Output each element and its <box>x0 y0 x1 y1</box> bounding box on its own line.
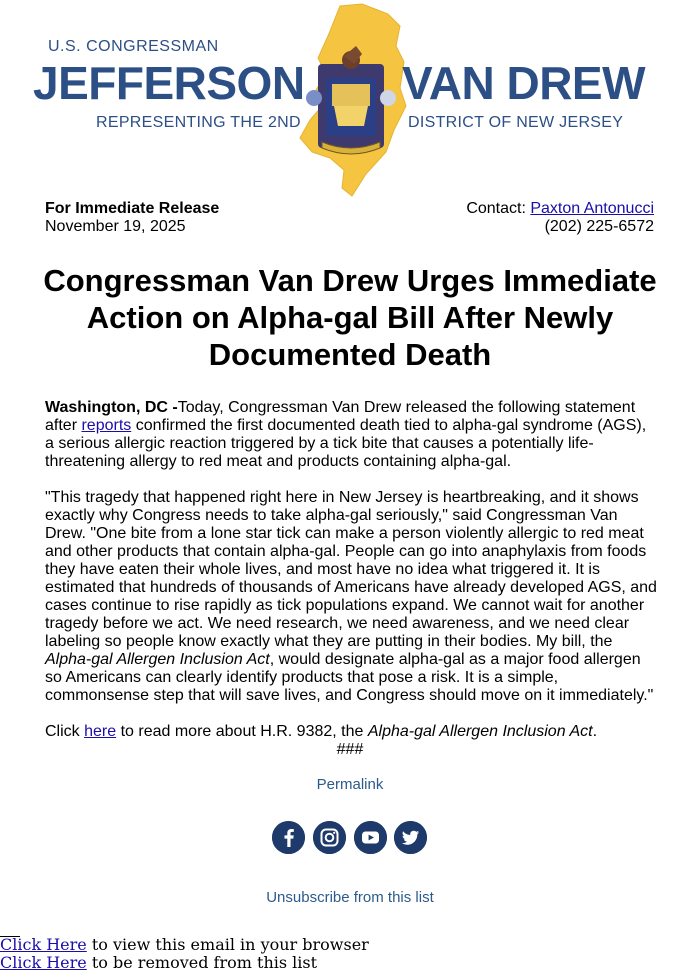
paragraph-text: confirmed the first documented death tied to alpha-gal syndrome (AGS), a serious allergic reaction triggered by a tick bite that causes a potentially life-threatening allergy to red meat and products containing alpha-gal. <box>45 417 647 470</box>
social-links <box>272 821 432 855</box>
twitter-icon[interactable] <box>394 821 427 854</box>
contact-name-link[interactable]: Paxton Antonucci <box>530 200 654 217</box>
body-paragraph-2 <box>45 489 657 705</box>
read-more-link[interactable]: here <box>84 723 117 740</box>
body-paragraph-1 <box>45 399 657 471</box>
end-mark: ### <box>336 741 364 758</box>
bill-title: Alpha-gal Allergen Inclusion Act <box>45 651 270 668</box>
instagram-icon[interactable] <box>313 821 346 854</box>
unsubscribe-link[interactable]: Unsubscribe from this list <box>266 889 434 906</box>
facebook-icon[interactable] <box>272 821 305 854</box>
contact-prefix: Contact: <box>466 200 531 217</box>
remove-from-list-link[interactable]: Click Here <box>0 953 87 972</box>
bill-title: Alpha-gal Allergen Inclusion Act <box>367 723 593 740</box>
quote-text: , would designate alpha-gal as a major food allergen so Americans can clearly identify products that pose a risk. It is a simple, commonsense step that will save lives, and Congress should move on it immediately." <box>45 651 654 704</box>
press-release-headline: Congressman Van Drew Urges Immediate Action on Alpha-gal Bill After Newly Documented Death <box>43 263 657 372</box>
footer-text: to be removed from this list <box>86 953 318 972</box>
new-jersey-seal-map-icon <box>292 2 410 198</box>
view-in-browser-link[interactable]: Click Here <box>0 935 87 954</box>
reports-link[interactable]: reports <box>81 417 132 434</box>
contact-line <box>466 200 654 218</box>
footer-text: to view this email in your browser <box>86 935 369 954</box>
footer-remove-from-list <box>0 954 317 972</box>
paragraph-text: to read more about H.R. 9382, the <box>116 723 368 740</box>
paragraph-text: Click <box>45 723 85 740</box>
contact-phone: (202) 225-6572 <box>544 218 654 235</box>
dateline: Washington, DC - <box>45 399 178 416</box>
body-paragraph-3 <box>45 723 657 741</box>
header-subtitle-right: DISTRICT OF NEW JERSEY <box>408 114 624 131</box>
header-supertitle: U.S. CONGRESSMAN <box>48 38 219 55</box>
footer-view-in-browser <box>0 936 369 954</box>
paragraph-text: Today, Congressman Van Drew released the following statement after <box>45 399 636 434</box>
quote-text: "This tragedy that happened right here in New Jersey is heartbreaking, and it shows exactly why Congress needs to take alpha-gal seriously," said Congressman Van Drew. "One bite from a lone star tick can make a person violently allergic to red meat and other products that contain alpha-gal. People can go into anaphylaxis from foods they have eaten their whole lives, and most have no idea what triggered it. It is estimated that hundreds of thousands of Americans have already developed AGS, and cases continue to rise rapidly as tick populations expand. We cannot wait for another tragedy before we act. We need research, we need awareness, and we need clear labeling so people know exactly what they are putting in their bodies. My bill, the <box>45 489 657 650</box>
header-banner <box>0 0 700 200</box>
header-first-name: JEFFERSON <box>33 57 305 109</box>
youtube-icon[interactable] <box>354 821 387 854</box>
release-date: November 19, 2025 <box>45 218 186 235</box>
header-subtitle-left: REPRESENTING THE 2ND <box>96 114 301 131</box>
permalink-link[interactable]: Permalink <box>316 776 384 793</box>
paragraph-text: . <box>592 723 598 740</box>
release-label: For Immediate Release <box>45 200 220 217</box>
header-last-name: VAN DREW <box>402 57 646 109</box>
